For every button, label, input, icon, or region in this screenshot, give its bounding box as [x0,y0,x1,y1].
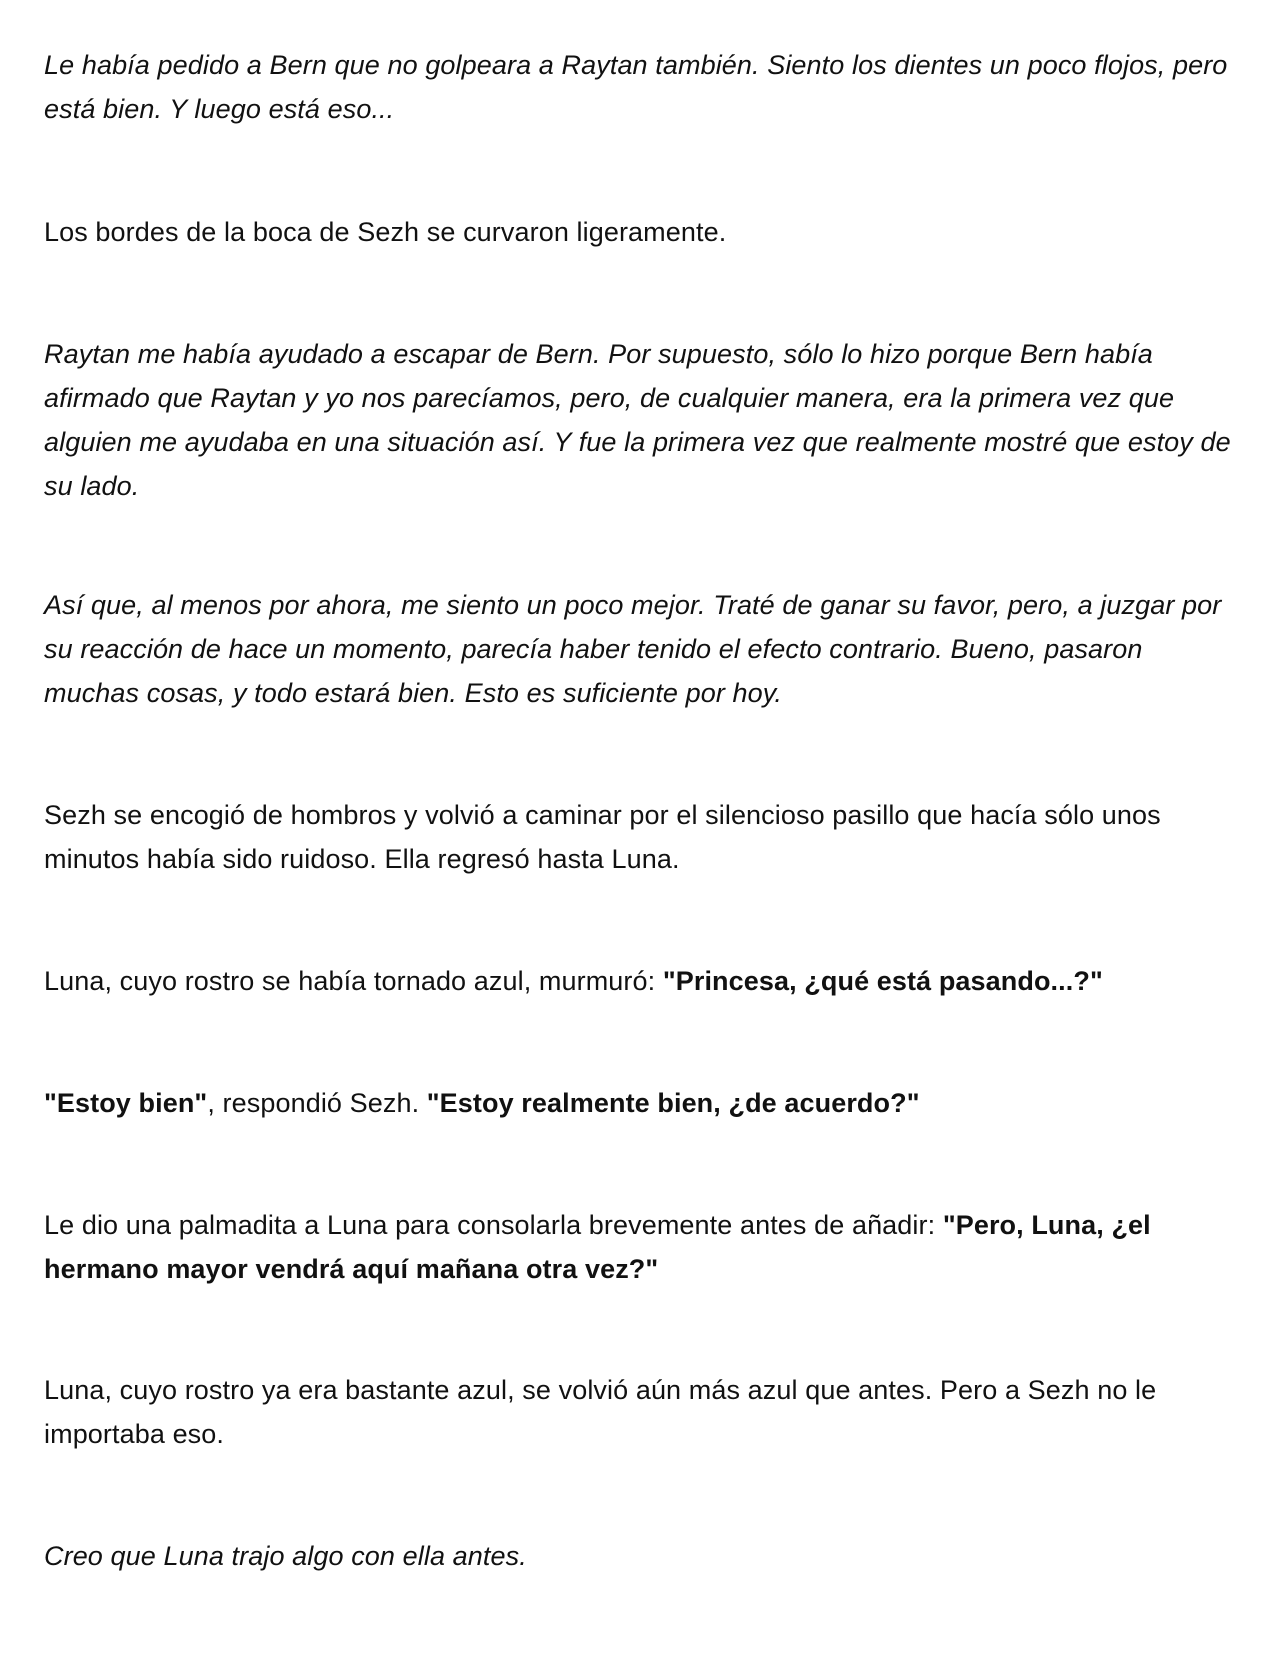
paragraph-8 [44,1203,1240,1291]
paragraph-7 [44,1081,1240,1125]
paragraph-8-narration: Le dio una palmadita a Luna para consolarla brevemente antes de añadir: [44,1210,943,1240]
paragraph-8-dialogue: "Pero, Luna, ¿el hermano mayor vendrá aquí mañana otra vez?" [44,1210,1151,1284]
paragraph-5: Sezh se encogió de hombros y volvió a caminar por el silencioso pasillo que hacía sólo unos minutos había sido ruidoso. Ella regresó hasta Luna. [44,800,1161,874]
paragraph-9: Luna, cuyo rostro ya era bastante azul, se volvió aún más azul que antes. Pero a Sezh no le importaba eso. [44,1375,1157,1449]
paragraph-6 [44,959,1240,1003]
paragraph-7-narration: , respondió Sezh. [207,1088,427,1118]
paragraph-2: Los bordes de la boca de Sezh se curvaron ligeramente. [44,217,727,247]
paragraph-6-narration: Luna, cuyo rostro se había tornado azul, murmuró: [44,966,663,996]
paragraph-10: Creo que Luna trajo algo con ella antes. [44,1541,527,1571]
paragraph-1: Le había pedido a Bern que no golpeara a Raytan también. Siento los dientes un poco flojos, pero está bien. Y luego está eso... [44,50,1228,124]
paragraph-3: Raytan me había ayudado a escapar de Bern. Por supuesto, sólo lo hizo porque Bern había afirmado que Raytan y yo nos parecíamos, pero, de cualquier manera, era la primera vez que alguien me ayudaba en una situación así. Y fue la primera vez que realmente mostré que estoy de su lado. [44,339,1231,501]
paragraph-6-dialogue: "Princesa, ¿qué está pasando...?" [662,966,1103,996]
paragraph-4: Así que, al menos por ahora, me siento un poco mejor. Traté de ganar su favor, pero, a juzgar por su reacción de hace un momento, parecía haber tenido el efecto contrario. Bueno, pasaron muchas cosas, y todo estará bien. Esto es suficiente por hoy. [44,590,1222,708]
paragraph-7-dialogue-1: "Estoy bien" [44,1088,208,1118]
paragraph-7-dialogue-2: "Estoy realmente bien, ¿de acuerdo?" [426,1088,920,1118]
